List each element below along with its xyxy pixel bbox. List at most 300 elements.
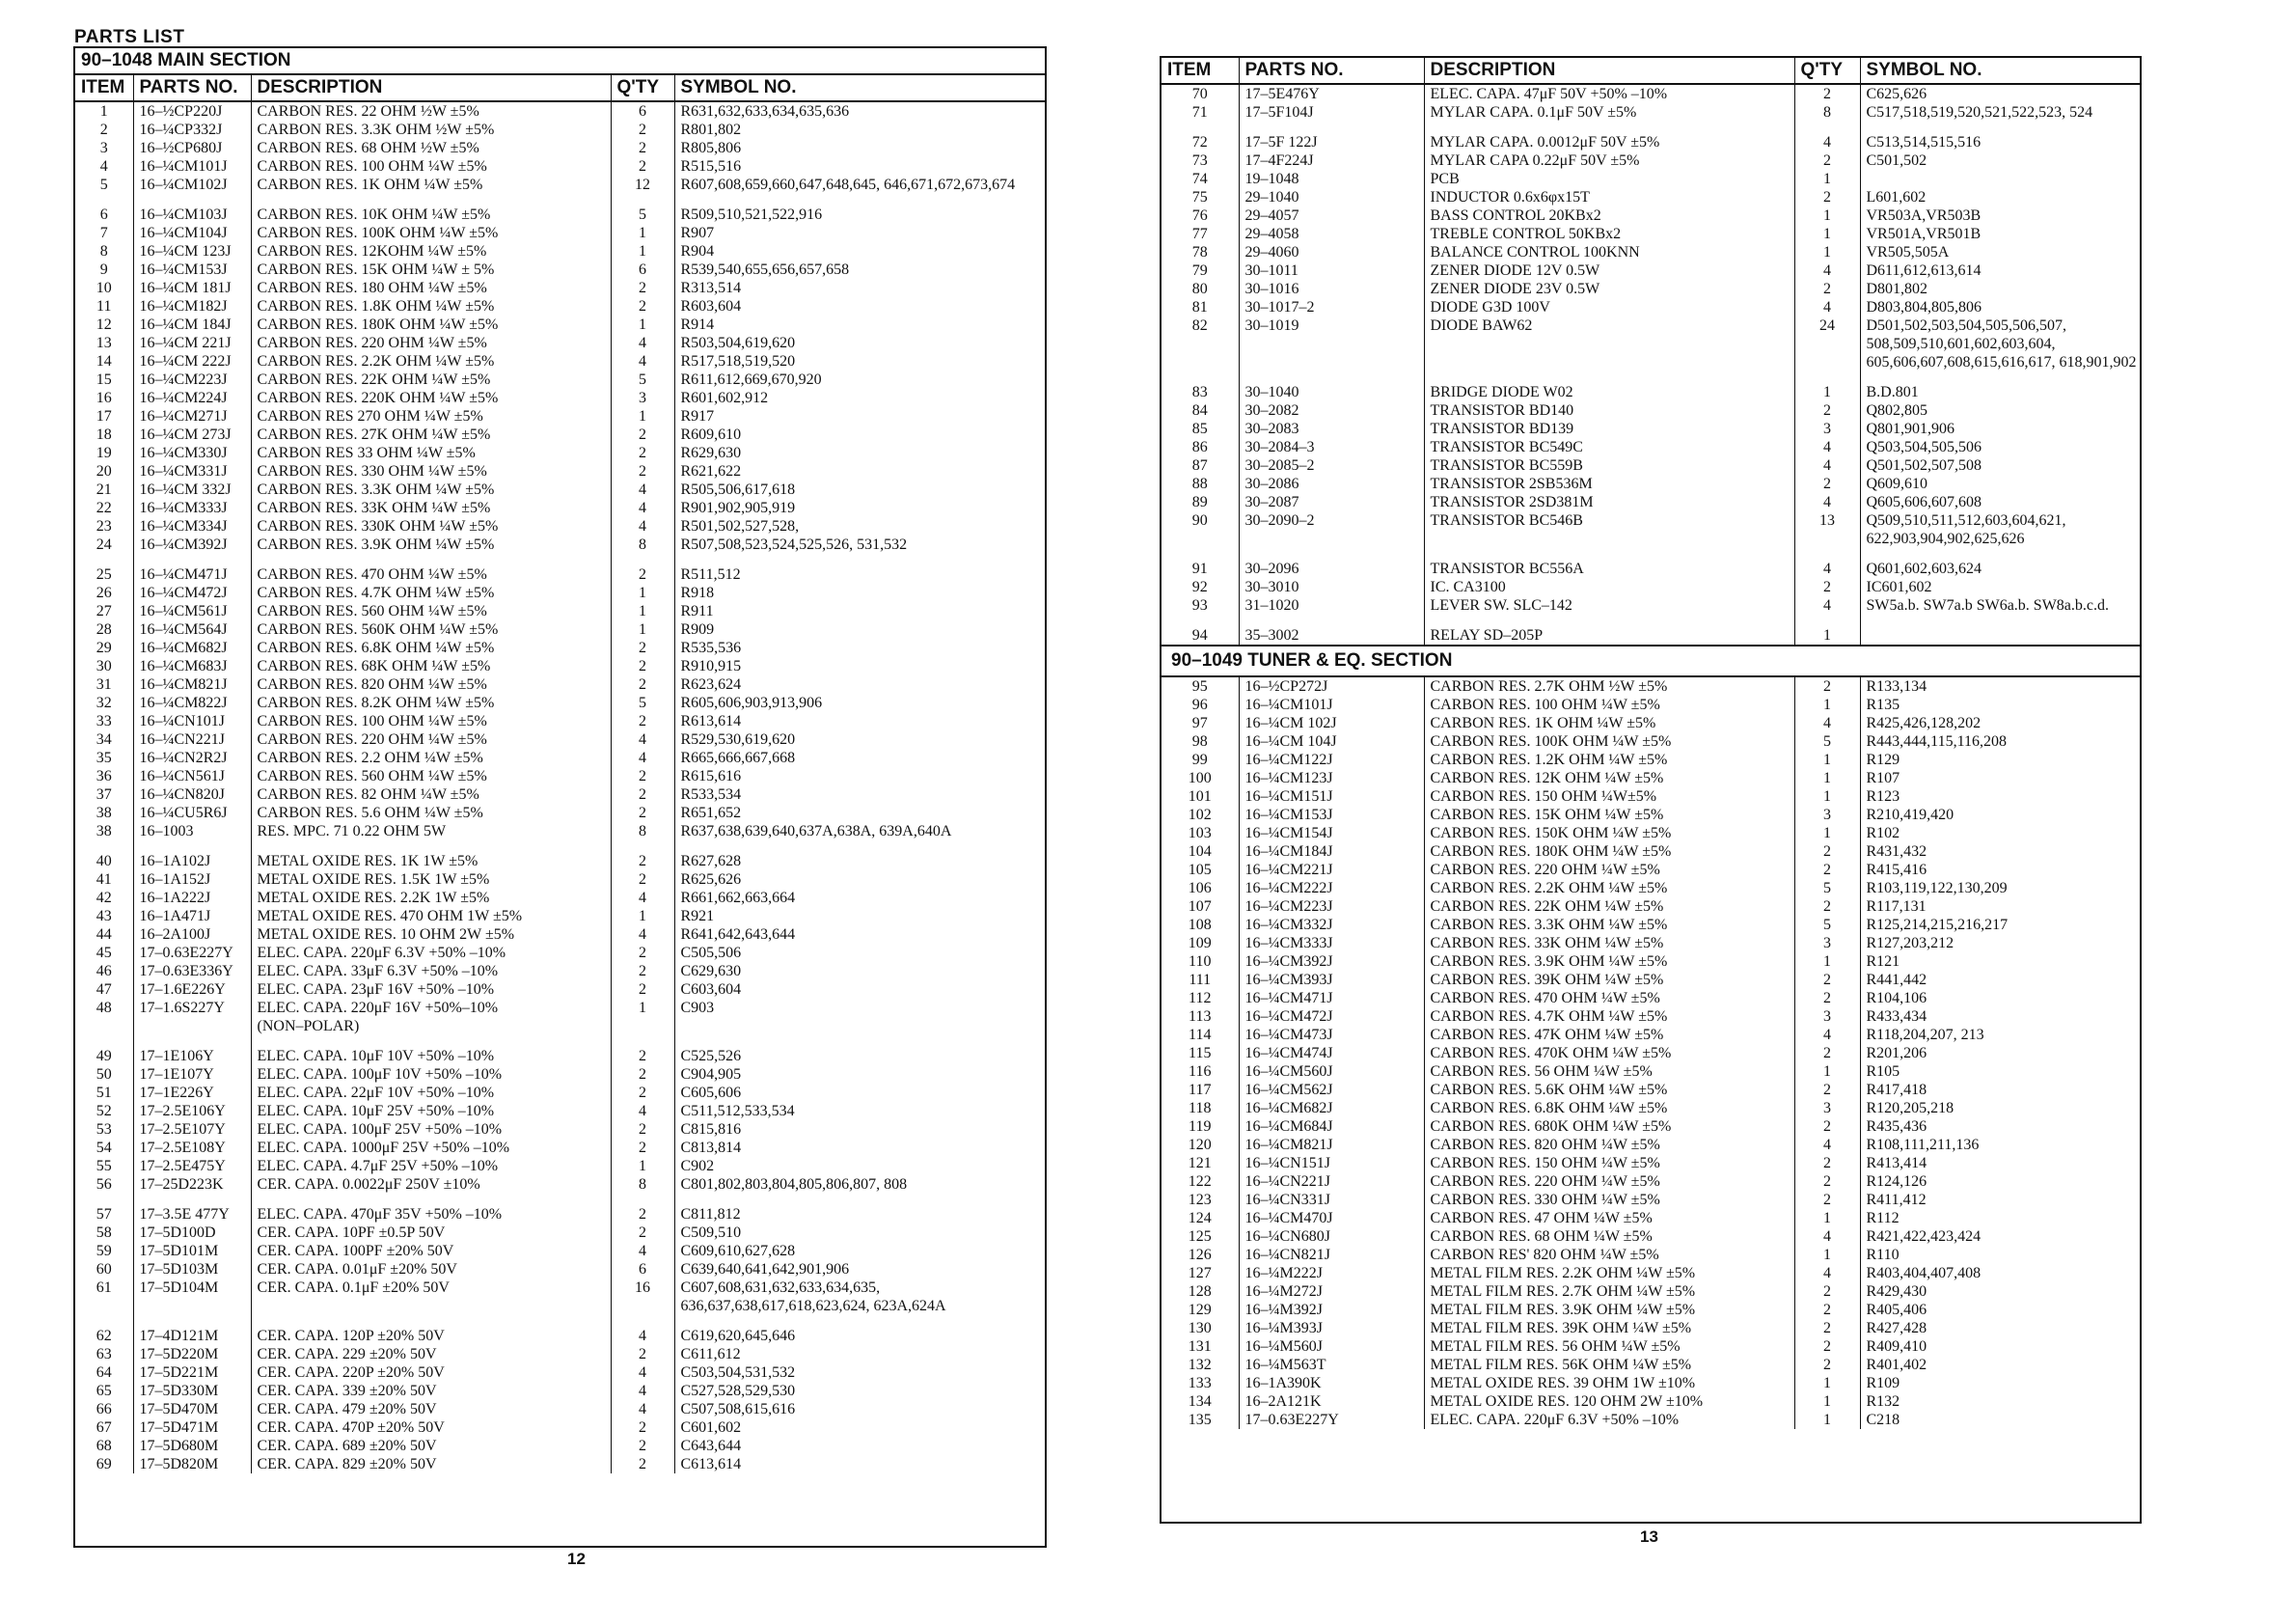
item-cell: 102	[1162, 806, 1239, 824]
item-cell: 62	[75, 1315, 133, 1345]
table-row	[1162, 916, 2140, 934]
table-row	[1162, 1081, 2140, 1099]
part-no-cell: 17–2.5E475Y	[133, 1157, 251, 1175]
description-cell: ELEC. CAPA. 220μF 6.3V +50% –10%	[1424, 1411, 1794, 1429]
part-no-cell: 16–¼CN101J	[133, 712, 251, 730]
qty-cell: 8	[611, 1175, 674, 1194]
item-cell: 65	[75, 1382, 133, 1400]
description-cell: CARBON RES. 47 OHM ¼W ±5%	[1424, 1209, 1794, 1227]
part-no-cell: 16–¼CN820J	[133, 785, 251, 804]
description-cell: CER. CAPA. 479 ±20% 50V	[251, 1400, 611, 1418]
description-cell: TREBLE CONTROL 50KBx2	[1424, 225, 1794, 243]
table-row	[1162, 714, 2140, 732]
symbol-no-cell: D803,804,805,806	[1866, 299, 1982, 316]
description-cell: CARBON RES. 150 OHM ¼W ±5%	[1424, 1154, 1794, 1172]
item-cell: 98	[1162, 732, 1239, 751]
part-no-cell: 16–¼CM154J	[1239, 824, 1424, 842]
table-row	[1162, 122, 2140, 151]
part-no-cell: 16–1A390K	[1239, 1374, 1424, 1392]
table-row	[1162, 952, 2140, 971]
part-no-cell: 16–¼CM 184J	[133, 316, 251, 334]
qty-cell: 2	[1794, 1319, 1860, 1337]
symbol-no-cell: R433,434	[1866, 1008, 1927, 1025]
table-row	[75, 1065, 1045, 1084]
description-cell: CARBON RES. 100 OHM ¼W ±5%	[1424, 696, 1794, 714]
table-row	[1162, 897, 2140, 916]
qty-cell: 1	[1794, 787, 1860, 806]
part-no-cell: 16–¼CN151J	[1239, 1154, 1424, 1172]
item-cell: 73	[1162, 151, 1239, 170]
item-cell: 101	[1162, 787, 1239, 806]
item-cell: 126	[1162, 1246, 1239, 1264]
item-cell: 106	[1162, 879, 1239, 897]
symbol-no-cell: R102	[1866, 825, 1900, 841]
table-row	[1162, 1026, 2140, 1044]
qty-cell: 4	[611, 1102, 674, 1120]
item-cell: 1	[75, 101, 133, 121]
symbol-no-cell: R125,214,215,216,217	[1866, 917, 2009, 933]
item-cell: 113	[1162, 1007, 1239, 1026]
symbol-no-cell: R918	[680, 585, 715, 601]
item-cell: 46	[75, 962, 133, 980]
qty-cell: 1	[611, 316, 674, 334]
part-no-cell: 16–¼CM123J	[1239, 769, 1424, 787]
qty-cell: 5	[611, 371, 674, 389]
item-cell: 79	[1162, 261, 1239, 280]
col-header-parts-no: PARTS NO.	[1239, 58, 1424, 84]
symbol-no-cell: C218	[1866, 1412, 1900, 1428]
item-cell: 23	[75, 517, 133, 536]
item-cell: 135	[1162, 1411, 1239, 1429]
table-row	[75, 822, 1045, 840]
table-row	[75, 352, 1045, 371]
description-cell: CARBON RES. 220 OHM ¼W ±5%	[1424, 861, 1794, 879]
item-cell: 31	[75, 675, 133, 694]
description-cell: CARBON RES. 470K OHM ¼W ±5%	[1424, 1044, 1794, 1062]
symbol-no-cell: Q503,504,505,506	[1866, 439, 1982, 455]
symbol-no-cell: Q609,610	[1866, 476, 1928, 492]
description-cell: METAL OXIDE RES. 2.2K 1W ±5%	[251, 889, 611, 907]
item-cell: 12	[75, 316, 133, 334]
qty-cell: 6	[611, 101, 674, 121]
item-cell	[75, 1017, 133, 1035]
table-row	[75, 1400, 1045, 1418]
symbol-no-cell: R529,530,619,620	[680, 731, 796, 748]
item-cell: 128	[1162, 1282, 1239, 1301]
item-cell: 111	[1162, 971, 1239, 989]
part-no-cell: 16–¼CM333J	[1239, 934, 1424, 952]
part-no-cell: 16–¼CM122J	[1239, 751, 1424, 769]
qty-cell: 2	[611, 462, 674, 481]
qty-cell: 3	[1794, 1099, 1860, 1117]
table-row	[75, 426, 1045, 444]
table-row	[75, 620, 1045, 639]
table-row	[1162, 1319, 2140, 1337]
symbol-no-cell	[674, 1017, 1045, 1035]
description-cell: CARBON RES 33 OHM ¼W ±5%	[251, 444, 611, 462]
qty-cell: 2	[1794, 578, 1860, 596]
page-13	[1148, 0, 2296, 1623]
part-no-cell: 17–1.6E226Y	[133, 980, 251, 999]
description-cell: ELEC. CAPA. 4.7μF 25V +50% –10%	[251, 1157, 611, 1175]
table-row	[1162, 1099, 2140, 1117]
qty-cell: 2	[611, 785, 674, 804]
qty-cell: 1	[611, 907, 674, 925]
tuner-section-rows	[1162, 677, 2140, 1429]
symbol-no-cell: R661,662,663,664	[680, 890, 796, 906]
qty-cell: 5	[611, 694, 674, 712]
symbol-no-cell: R441,442	[1866, 972, 1927, 988]
part-no-cell: 16–¼CM473J	[1239, 1026, 1424, 1044]
table-row	[75, 889, 1045, 907]
table-row	[1162, 493, 2140, 511]
table-row	[1162, 316, 2140, 371]
qty-cell: 2	[1794, 677, 1860, 696]
item-cell: 17	[75, 407, 133, 426]
part-no-cell: 16–¼CM561J	[133, 602, 251, 620]
description-cell: TRANSISTOR 2SB536M	[1424, 475, 1794, 493]
item-cell: 86	[1162, 438, 1239, 456]
qty-cell: 2	[1794, 861, 1860, 879]
item-cell: 112	[1162, 989, 1239, 1007]
part-no-cell: 16–¼CM684J	[1239, 1117, 1424, 1136]
parts-list-title: PARTS LIST	[74, 27, 185, 47]
part-no-cell: 16–¼M560J	[1239, 1337, 1424, 1356]
part-no-cell: 17–5D470M	[133, 1400, 251, 1418]
qty-cell: 2	[1794, 188, 1860, 206]
table-row	[75, 462, 1045, 481]
qty-cell: 1	[1794, 615, 1860, 645]
table-row	[75, 840, 1045, 870]
qty-cell: 1	[1794, 1374, 1860, 1392]
description-cell: CARBON RES. 6.8K OHM ¼W ±5%	[251, 639, 611, 657]
symbol-no-cell: C629,630	[680, 963, 742, 979]
qty-cell: 1	[611, 242, 674, 261]
symbol-no-cell: R313,514	[680, 280, 742, 296]
table-row	[75, 712, 1045, 730]
item-cell: 57	[75, 1194, 133, 1224]
part-no-cell: 16–1003	[133, 822, 251, 840]
part-no-cell: 16–¼CM332J	[1239, 916, 1424, 934]
part-no-cell: 16–¼CM 332J	[133, 481, 251, 499]
item-cell: 37	[75, 785, 133, 804]
description-cell: CARBON RES. 2.7K OHM ½W ±5%	[1424, 677, 1794, 696]
description-cell: CARBON RES. 15K OHM ¼W ± 5%	[251, 261, 611, 279]
symbol-no-cell: C643,644	[680, 1438, 742, 1454]
qty-cell: 2	[611, 980, 674, 999]
symbol-no-cell: R904	[680, 243, 715, 260]
table-row	[75, 1315, 1045, 1345]
item-cell: 124	[1162, 1209, 1239, 1227]
table-row	[1162, 1337, 2140, 1356]
symbol-no-cell: C619,620,645,646	[680, 1328, 796, 1344]
description-cell: ELEC. CAPA. 100μF 25V +50% –10%	[251, 1120, 611, 1139]
main-section-rows-continued	[1162, 84, 2140, 645]
table-row	[75, 980, 1045, 999]
description-cell: CARBON RES. 56 OHM ¼W ±5%	[1424, 1062, 1794, 1081]
description-cell: METAL FILM RES. 56 OHM ¼W ±5%	[1424, 1337, 1794, 1356]
qty-cell: 6	[611, 1260, 674, 1279]
item-cell: 133	[1162, 1374, 1239, 1392]
item-cell: 56	[75, 1175, 133, 1194]
table-row	[75, 1260, 1045, 1279]
item-cell: 51	[75, 1084, 133, 1102]
table-row	[1162, 188, 2140, 206]
symbol-no-cell: R411,412	[1866, 1192, 1927, 1208]
part-no-cell: 16–¼CN2R2J	[133, 749, 251, 767]
part-no-cell: 17–1E226Y	[133, 1084, 251, 1102]
table-row	[1162, 1227, 2140, 1246]
symbol-no-cell: R637,638,639,640,637A,638A, 639A,640A	[680, 823, 952, 839]
part-no-cell: 17–5D680M	[133, 1437, 251, 1455]
col-header-symbol-no: SYMBOL NO.	[674, 75, 1045, 101]
table-row	[75, 371, 1045, 389]
part-no-cell: 30–3010	[1239, 578, 1424, 596]
symbol-no-cell: C625,626	[1866, 86, 1927, 102]
qty-cell: 2	[611, 1035, 674, 1065]
item-cell: 118	[1162, 1099, 1239, 1117]
part-no-cell: 17–2.5E107Y	[133, 1120, 251, 1139]
description-cell: CARBON RES. 1.8K OHM ¼W ±5%	[251, 297, 611, 316]
description-cell: CARBON RES. 39K OHM ¼W ±5%	[1424, 971, 1794, 989]
item-cell: 48	[75, 999, 133, 1017]
symbol-no-cell: R611,612,669,670,920	[680, 371, 822, 388]
description-cell: TRANSISTOR BD139	[1424, 420, 1794, 438]
table-row	[1162, 824, 2140, 842]
description-cell: CARBON RES. 150K OHM ¼W ±5%	[1424, 824, 1794, 842]
symbol-no-cell: R603,604	[680, 298, 742, 315]
part-no-cell: 30–2096	[1239, 548, 1424, 578]
symbol-no-cell: R533,534	[680, 786, 742, 803]
part-no-cell: 16–¼CM182J	[133, 297, 251, 316]
qty-cell: 1	[1794, 751, 1860, 769]
symbol-no-cell: C639,640,641,642,901,906	[680, 1261, 850, 1278]
qty-cell: 1	[1794, 225, 1860, 243]
description-cell: CARBON RES. 33K OHM ¼W ±5%	[1424, 934, 1794, 952]
col-header-qty: Q'TY	[611, 75, 674, 101]
table-row	[1162, 103, 2140, 122]
table-row	[75, 139, 1045, 157]
symbol-no-cell: R403,404,407,408	[1866, 1265, 1982, 1281]
item-cell: 13	[75, 334, 133, 352]
symbol-no-cell: R210,419,420	[1866, 807, 1954, 823]
description-cell: CARBON RES. 2.2K OHM ¼W ±5%	[251, 352, 611, 371]
item-cell: 50	[75, 1065, 133, 1084]
table-row	[1162, 548, 2140, 578]
item-cell: 40	[75, 840, 133, 870]
main-section-table	[75, 75, 1045, 1473]
item-cell: 122	[1162, 1172, 1239, 1191]
qty-cell: 4	[1794, 298, 1860, 316]
description-cell: CARBON RES. 3.9K OHM ¼W ±5%	[251, 536, 611, 554]
description-cell: CARBON RES. 22K OHM ¼W ±5%	[251, 371, 611, 389]
symbol-no-cell: R118,204,207, 213	[1866, 1027, 1984, 1043]
description-cell: CER. CAPA. 470P ±20% 50V	[251, 1418, 611, 1437]
symbol-no-cell: C902	[680, 1158, 715, 1174]
table-row	[75, 694, 1045, 712]
page-12	[0, 0, 1071, 1623]
tuner-section-title: 90–1049 TUNER & EQ. SECTION	[1162, 645, 2140, 677]
qty-cell: 1	[1794, 824, 1860, 842]
main-section-frame	[73, 46, 1047, 1548]
part-no-cell: 17–5D820M	[133, 1455, 251, 1473]
table-row	[75, 1418, 1045, 1437]
description-cell: CARBON RES. 220 OHM ¼W ±5%	[251, 730, 611, 749]
item-cell: 72	[1162, 122, 1239, 151]
symbol-no-cell: R909	[680, 621, 715, 638]
symbol-no-cell: R801,802	[680, 122, 742, 138]
description-cell: CARBON RES. 560 OHM ¼W ±5%	[251, 767, 611, 785]
symbol-no-cell: C813,814	[680, 1140, 742, 1156]
table-row	[75, 639, 1045, 657]
qty-cell: 2	[1794, 401, 1860, 420]
part-no-cell: 16–¼CM224J	[133, 389, 251, 407]
symbol-no-cell: R135	[1866, 697, 1900, 713]
part-no-cell: 17–5D100D	[133, 1224, 251, 1242]
table-row	[75, 101, 1045, 121]
description-cell: CARBON RES. 10K OHM ¼W ±5%	[251, 194, 611, 224]
description-cell: CARBON RES. 820 OHM ¼W ±5%	[251, 675, 611, 694]
qty-cell: 2	[611, 1224, 674, 1242]
qty-cell: 4	[1794, 438, 1860, 456]
table-row	[75, 444, 1045, 462]
item-cell: 34	[75, 730, 133, 749]
table-row	[75, 499, 1045, 517]
description-cell: CARBON RES. 560 OHM ¼W ±5%	[251, 602, 611, 620]
table-row	[75, 1120, 1045, 1139]
table-row	[75, 785, 1045, 804]
symbol-no-cell: R429,430	[1866, 1283, 1927, 1300]
qty-cell: 3	[1794, 934, 1860, 952]
col-header-symbol-no: SYMBOL NO.	[1860, 58, 2140, 84]
table-row	[1162, 806, 2140, 824]
description-cell: RES. MPC. 71 0.22 OHM 5W	[251, 822, 611, 840]
table-row	[1162, 879, 2140, 897]
description-cell: METAL OXIDE RES. 1.5K 1W ±5%	[251, 870, 611, 889]
qty-cell: 8	[611, 536, 674, 554]
item-cell: 41	[75, 870, 133, 889]
item-cell: 8	[75, 242, 133, 261]
item-cell: 3	[75, 139, 133, 157]
item-cell: 117	[1162, 1081, 1239, 1099]
table-row	[75, 517, 1045, 536]
description-cell: CARBON RES. 68 OHM ¼W ±5%	[1424, 1227, 1794, 1246]
part-no-cell: 16–¼CM103J	[133, 194, 251, 224]
description-cell: CARBON RES. 12KOHM ¼W ±5%	[251, 242, 611, 261]
table-row	[75, 316, 1045, 334]
part-no-cell: 30–2084–3	[1239, 438, 1424, 456]
qty-cell: 2	[611, 962, 674, 980]
description-cell: CARBON RES. 220K OHM ¼W ±5%	[251, 389, 611, 407]
qty-cell: 4	[611, 1363, 674, 1382]
table-row	[75, 481, 1045, 499]
description-cell: METAL FILM RES. 2.7K OHM ¼W ±5%	[1424, 1282, 1794, 1301]
symbol-no-cell: R425,426,128,202	[1866, 715, 1982, 731]
qty-cell: 2	[1794, 1301, 1860, 1319]
qty-cell: 2	[1794, 1356, 1860, 1374]
description-cell: CER. CAPA. 339 ±20% 50V	[251, 1382, 611, 1400]
qty-cell: 1	[611, 620, 674, 639]
qty-cell: 2	[611, 712, 674, 730]
part-no-cell: 16–½CP680J	[133, 139, 251, 157]
symbol-no-cell: R427,428	[1866, 1320, 1927, 1336]
symbol-no-cell: R112	[1866, 1210, 1900, 1226]
part-no-cell: 17–1.6S227Y	[133, 999, 251, 1017]
description-cell: CARBON RES. 100K OHM ¼W ±5%	[1424, 732, 1794, 751]
symbol-no-cell: C904,905	[680, 1066, 742, 1083]
page-number: 12	[567, 1550, 586, 1568]
description-cell: CARBON RES. 1K OHM ¼W ±5%	[1424, 714, 1794, 732]
part-no-cell: 16–¼CM153J	[133, 261, 251, 279]
table-row	[75, 730, 1045, 749]
table-header-row	[75, 75, 1045, 101]
table-row	[1162, 1264, 2140, 1282]
item-cell: 64	[75, 1363, 133, 1382]
symbol-no-cell: VR505,505A	[1866, 244, 1950, 261]
item-cell: 123	[1162, 1191, 1239, 1209]
part-no-cell: 16–¼CM822J	[133, 694, 251, 712]
qty-cell: 4	[1794, 1136, 1860, 1154]
symbol-no-cell: R613,614	[680, 713, 742, 729]
item-cell: 21	[75, 481, 133, 499]
part-no-cell: 16–¼CM682J	[133, 639, 251, 657]
table-row	[75, 1194, 1045, 1224]
item-cell: 15	[75, 371, 133, 389]
part-no-cell: 16–¼CM564J	[133, 620, 251, 639]
table-row	[75, 334, 1045, 352]
symbol-no-cell: C509,510	[680, 1224, 742, 1241]
item-cell: 4	[75, 157, 133, 176]
symbol-no-cell: R609,610	[680, 426, 742, 443]
item-cell: 134	[1162, 1392, 1239, 1411]
symbol-no-cell: VR501A,VR501B	[1866, 226, 1982, 242]
item-cell: 77	[1162, 225, 1239, 243]
qty-cell: 3	[611, 389, 674, 407]
symbol-no-cell: L601,602	[1866, 189, 1927, 206]
part-no-cell: 31–1020	[1239, 596, 1424, 615]
symbol-no-cell: R629,630	[680, 445, 742, 461]
description-cell: METAL OXIDE RES. 39 OHM 1W ±10%	[1424, 1374, 1794, 1392]
description-cell: CARBON RES. 1.2K OHM ¼W ±5%	[1424, 751, 1794, 769]
symbol-no-cell: R509,510,521,522,916	[680, 206, 823, 223]
table-row	[75, 1242, 1045, 1260]
description-cell: CARBON RES. 470 OHM ¼W ±5%	[251, 554, 611, 584]
symbol-no-cell: C507,508,615,616	[680, 1401, 796, 1417]
description-cell: CER. CAPA. 829 ±20% 50V	[251, 1455, 611, 1473]
qty-cell: 5	[611, 194, 674, 224]
description-cell: ELEC. CAPA. 1000μF 25V +50% –10%	[251, 1139, 611, 1157]
qty-cell: 2	[611, 121, 674, 139]
item-cell: 130	[1162, 1319, 1239, 1337]
description-cell: CARBON RES. 180K OHM ¼W ±5%	[1424, 842, 1794, 861]
description-cell: MYLAR CAPA. 0.1μF 50V ±5%	[1424, 103, 1794, 122]
item-cell: 14	[75, 352, 133, 371]
qty-cell: 1	[611, 602, 674, 620]
part-no-cell: 16–¼M563T	[1239, 1356, 1424, 1374]
description-cell: TRANSISTOR BD140	[1424, 401, 1794, 420]
symbol-no-cell: R911	[680, 603, 714, 619]
item-cell: 81	[1162, 298, 1239, 316]
qty-cell: 2	[611, 1455, 674, 1473]
table-row	[1162, 615, 2140, 645]
description-cell: CARBON RES. 6.8K OHM ¼W ±5%	[1424, 1099, 1794, 1117]
part-no-cell: 17–1E107Y	[133, 1065, 251, 1084]
table-row	[1162, 1172, 2140, 1191]
table-row	[1162, 401, 2140, 420]
table-row	[75, 1084, 1045, 1102]
table-row	[1162, 438, 2140, 456]
qty-cell: 2	[611, 657, 674, 675]
